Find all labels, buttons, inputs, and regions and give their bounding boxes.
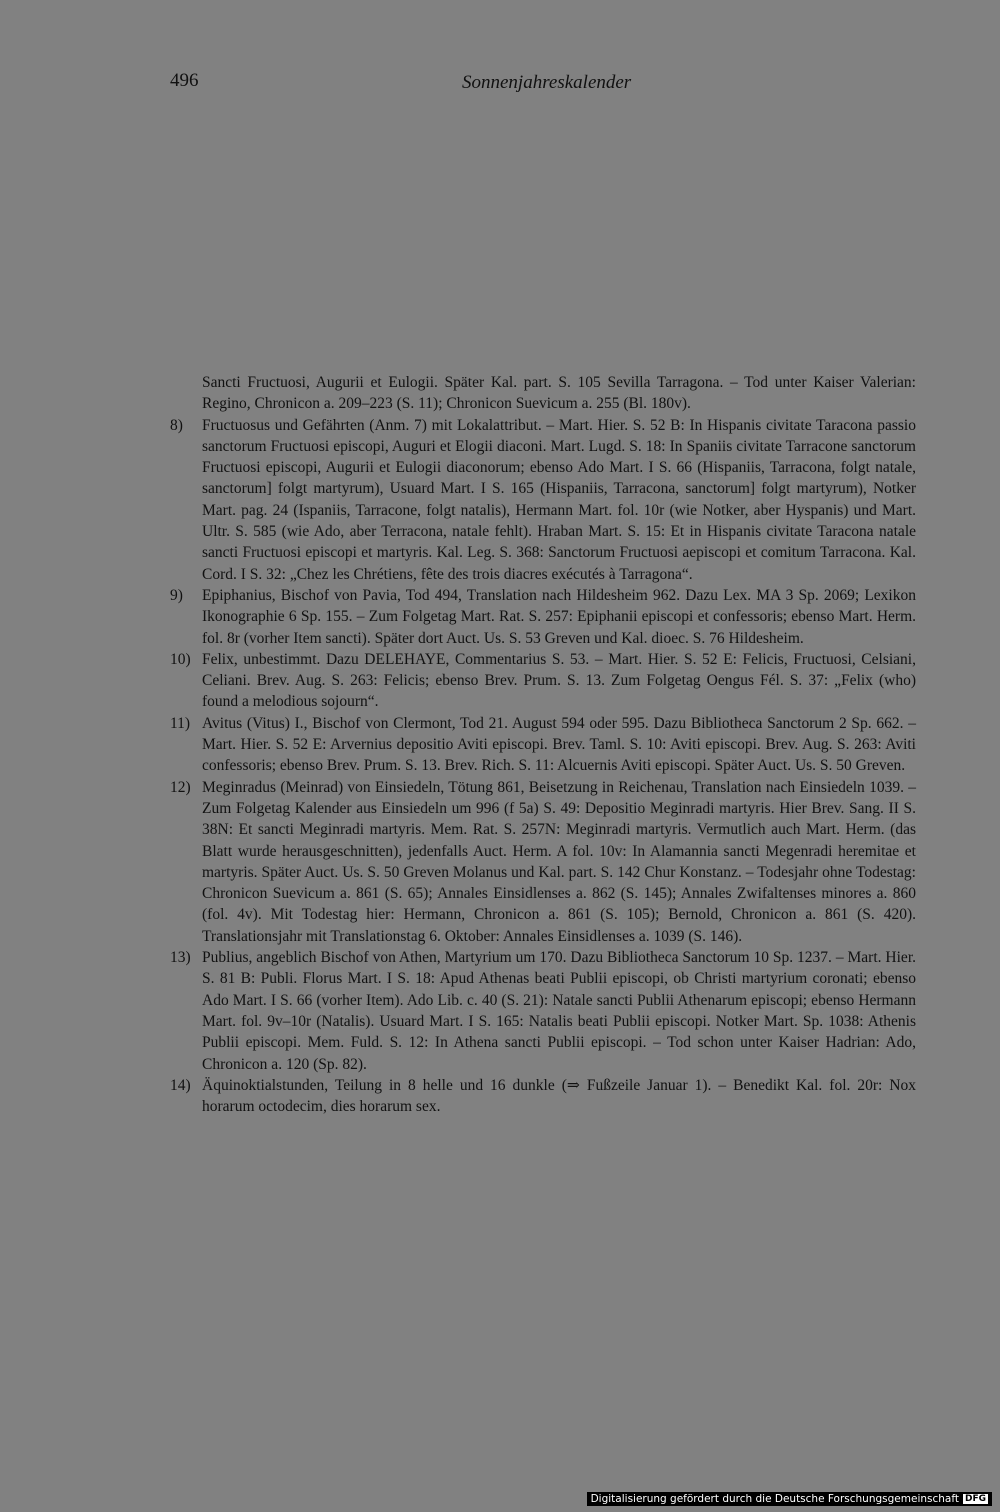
footnote-number: 14) (170, 1076, 191, 1094)
footnote-13 (170, 947, 916, 1075)
footnote-10 (170, 649, 916, 713)
footnote-text: Fructuosus und Gefährten (Anm. 7) mit Lokalattribut. – Mart. Hier. S. 52 B: In Hispanis civitate Taracona passio sanctorum Fructuosi episcopi, Auguri et Elogii diaconi. Mart. Lugd. S. 18: In Spaniis civitate Tarracone sanctorum Fructuosi episcopi, Augurii et Eulogii diaconorum; ebenso Ado Mart. I S. 66 (Hispaniis, Tarracona, folgt natale, sanctorum] folgt martyrum), Usuard Mart. I S. 165 (Hispaniis, Tarracona, sanctorum] folgt martyrum), Notker Mart. pag. 24 (Ispaniis, Tarracone, folgt natalis), Hermann Mart. fol. 10r (wie Notker, aber Hyspanis) und Mart. Ultr. S. 585 (wie Ado, aber Terracona, natale fehlt). Hraban Mart. S. 15: Et in Hispanis civitate Taracona natale sancti Fructuosi episcopi et martyris. Kal. Leg. S. 368: Sanctorum Fructuosi aepiscopi et comitum Tarracona. Kal. Cord. I S. 32: „Chez les Chrétiens, fête des trois diacres exécutés à Tarragona“. (202, 416, 916, 583)
footnote-8 (170, 415, 916, 585)
footnote-number: 12) (170, 778, 191, 796)
footnote-text: Epiphanius, Bischof von Pavia, Tod 494, Translation nach Hildesheim 962. Dazu Lex. MA 3 Sp. 2069; Lexikon Ikonographie 6 Sp. 155. – Zum Folgetag Mart. Rat. S. 257: Epiphanii episcopi et confessoris; ebenso Mart. Herm. fol. 8r (vorher Item sancti). Später dort Auct. Us. S. 53 Greven und Kal. dioec. S. 76 Hildesheim. (202, 586, 916, 647)
footnote-7-continuation (170, 372, 916, 415)
footnote-12 (170, 777, 916, 947)
footnote-number: 9) (170, 586, 183, 604)
footnote-number: 8) (170, 416, 183, 434)
footnote-11 (170, 713, 916, 777)
dfg-logo: DFG (964, 1494, 986, 1504)
footnote-number: 11) (170, 714, 191, 732)
footnote-text: Äquinoktialstunden, Teilung in 8 helle und 16 dunkle (⇒ Fußzeile Januar 1). – Benedikt Kal. fol. 20r: Nox horarum octodecim, dies horarum sex. (202, 1076, 916, 1116)
footnote-number: 10) (170, 650, 191, 668)
digitization-credit (587, 1492, 992, 1506)
running-title: Sonnenjahreskalender (462, 72, 632, 93)
footnote-number: 13) (170, 949, 191, 967)
credit-text: Digitalisierung gefördert durch die Deutsche Forschungsgemeinschaft (590, 1493, 959, 1505)
footnote-9 (170, 585, 916, 649)
footnote-text: Avitus (Vitus) I., Bischof von Clermont, Tod 21. August 594 oder 595. Dazu Bibliotheca Sanctorum 2 Sp. 662. – Mart. Hier. S. 52 E: Arvernius depositio Aviti episcopi. Brev. Taml. S. 10: Aviti episcopi. Brev. Aug. S. 263: Aviti confessoris; ebenso Brev. Prum. S. 13. Brev. Rich. S. 11: Alcuernis Aviti episcopi. Später Auct. Us. S. 50 Greven. (202, 714, 916, 775)
page-number: 496 (170, 70, 199, 91)
footnote-text: Publius, angeblich Bischof von Athen, Martyrium um 170. Dazu Bibliotheca Sanctorum 10 Sp. 1237. – Mart. Hier. S. 81 B: Publi. Florus Mart. I S. 18: Apud Athenas beati Publii episcopi, ob Christi martyrium coronati; ebenso Ado Mart. I S. 66 (vorher Item). Ado Lib. c. 40 (S. 21): Natale sancti Publii Athenarum episcopi; ebenso Hermann Mart. fol. 9v–10r (Natalis). Usuard Mart. I S. 165: Natalis beati Publii episcopi. Notker Mart. Sp. 1038: Athenis Publii episcopi. Mem. Fuld. S. 12: In Athena sancti Publii episcopi. – Tod schon unter Kaiser Hadrian: Ado, Chronicon a. 120 (Sp. 82). (202, 949, 916, 1073)
footnote-text: Meginradus (Meinrad) von Einsiedeln, Tötung 861, Beisetzung in Reichenau, Translation nach Einsiedeln 1039. – Zum Folgetag Kalender aus Einsiedeln um 996 (f 5a) S. 49: Depositio Meginradi martyris. Hier Brev. Sang. II S. 38N: Et sancti Meginradi martyris. Mem. Rat. S. 257N: Meginradi martyris. Vermutlich auch Mart. Herm. (das Blatt wurde herausgeschnitten), jedenfalls Auct. Herm. A fol. 10v: In Alamannia sancti Megenradi heremitae et martyris. Später Auct. Us. S. 50 Greven Molanus und Kal. part. S. 142 Chur Konstanz. – Todesjahr ohne Todestag: Chronicon Suevicum a. 861 (S. 65); Annales Einsidlenses a. 862 (S. 145); Annales Zwifaltenses minores a. 860 (fol. 4v). Mit Todestag hier: Hermann, Chronicon a. 861 (S. 105); Bernold, Chronicon a. 861 (S. 420). Translationsjahr mit Translationstag 6. Oktober: Annales Einsidlenses a. 1039 (S. 146). (202, 778, 916, 945)
footnote-14 (170, 1075, 916, 1118)
footnotes (170, 372, 916, 1117)
footnote-text: Sancti Fructuosi, Augurii et Eulogii. Später Kal. part. S. 105 Sevilla Tarragona. – Tod unter Kaiser Valerian: Regino, Chronicon a. 209–223 (S. 11); Chronicon Suevicum a. 255 (Bl. 180v). (202, 374, 916, 413)
footnote-text: Felix, unbestimmt. Dazu DELEHAYE, Commentarius S. 53. – Mart. Hier. S. 52 E: Felicis, Fructuosi, Celsiani, Celiani. Brev. Aug. S. 263: Felicis; ebenso Brev. Prum. S. 13. Zum Folgetag Oengus Fél. S. 37: „Felix (who) found a melodious sojourn“. (202, 650, 916, 711)
